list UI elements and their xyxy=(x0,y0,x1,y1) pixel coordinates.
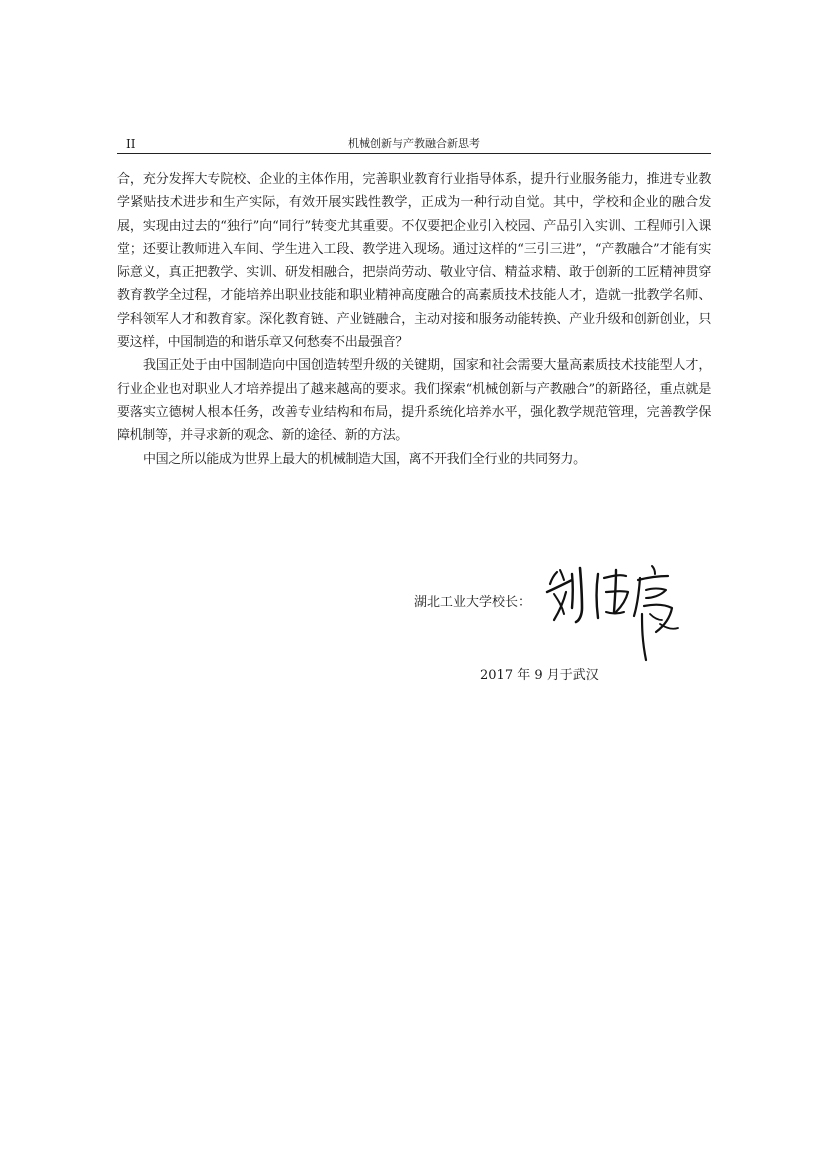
body-text xyxy=(117,168,711,471)
book-title: 机械创新与产教融合新思考 xyxy=(348,137,480,150)
handwritten-signature xyxy=(542,562,692,664)
signatory-title: 湖北工业大学校长： xyxy=(414,595,532,610)
signature-block xyxy=(412,562,702,672)
date-line: 2017 年 9 月于武汉 xyxy=(480,668,599,683)
paragraph: 我国正处于由中国制造向中国创造转型升级的关键期，国家和社会需要大量高素质技术技能型人才，行业企业也对职业人才培养提出了越来越高的要求。我们探索“机械创新与产教融合”的新路径，重点就是要落实立德树人根本任务，改善专业结构和布局，提升系统化培养水平，强化教学规范管理，完善教学保障机制等，并寻求新的观念、新的途径、新的方法。 xyxy=(117,358,711,444)
paragraph: 中国之所以能成为世界上最大的机械制造大国，离不开我们全行业的共同努力。 xyxy=(143,451,586,467)
running-header xyxy=(117,137,711,154)
page-number: II xyxy=(126,137,136,151)
paragraph-continued: 合，充分发挥大专院校、企业的主体作用，完善职业教育行业指导体系，提升行业服务能力，推进专业教学紧贴技术进步和生产实际，有效开展实践性教学，正成为一种行动自觉。其中，学校和企业的融合发展，实现由过去的“独行”向“同行”转变尤其重要。不仅要把企业引入校园、产品引入实训、工程师引入课堂；还要让教师进入车间、学生进入工段、教学进入现场。通过这样的“三引三进”，“产教融合”才能有实际意义，真正把教学、实训、研发相融合，把崇尚劳动、敬业守信、精益求精、敢于创新的工匠精神贯穿教育教学全过程，才能培养出职业技能和职业精神高度融合的高素质技术技能人才，造就一批教学名师、学科领军人才和教育家。深化教育链、产业链融合，主动对接和服务动能转换、产业升级和创新创业，只要这样，中国制造的和谐乐章又何愁奏不出最强音？ xyxy=(117,172,711,351)
